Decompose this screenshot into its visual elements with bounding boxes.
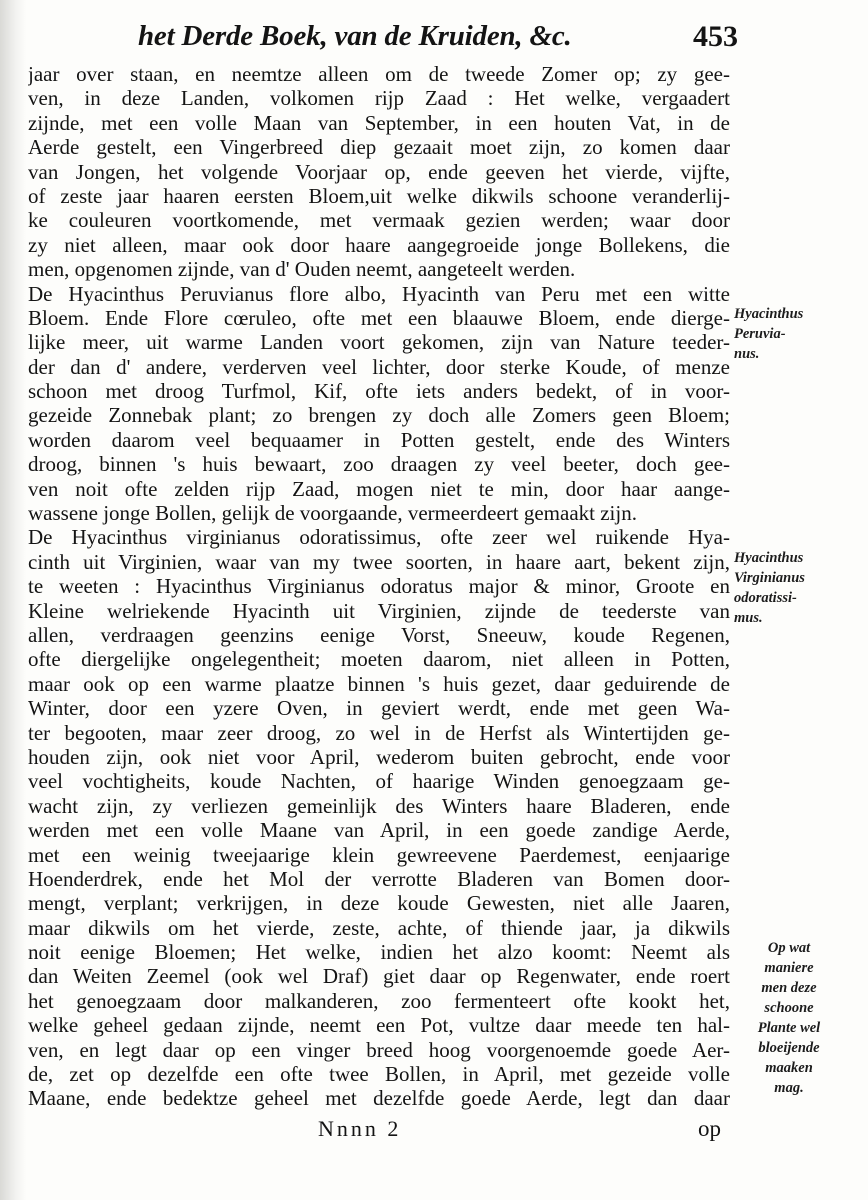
text-line: met een weinig tweejaarige klein gewreevene Paerdemest, eenjaarige	[28, 842, 730, 867]
text-line: der dan d' andere, verderven veel lichter, door sterke Koude, of menze	[28, 354, 730, 379]
text-line: Bloem. Ende Flore cœruleo, ofte met een blaauwe Bloem, ende dierge-	[28, 305, 730, 330]
text-line: wassene jonge Bollen, gelijk de voorgaande, vermeerdeert gemaakt zijn.	[28, 501, 637, 526]
body-text	[28, 62, 730, 1111]
text-line: van Jongen, het volgende Voorjaar op, ende geeven het vierde, vijfte,	[28, 159, 730, 184]
marginal-note-bloeijende	[734, 938, 844, 1098]
marginal-note-line: schoone	[764, 1000, 814, 1016]
text-line: houden zijn, ook niet voor April, wederom buiten gebrocht, ende voor	[28, 744, 730, 769]
text-line: of zeste jaar haaren eersten Bloem,uit welke dikwils schoone veranderlij-	[28, 183, 730, 208]
text-line: cinth uit Virginien, waar van my twee soorten, in haare aart, bekent zijn,	[28, 549, 730, 574]
text-line: schoon met droog Turfmol, Kif, ofte iets anders bedekt, of in voor-	[28, 379, 730, 404]
page-number: 453	[693, 20, 738, 53]
marginal-note-line: Plante wel	[757, 1020, 821, 1036]
text-line: jaar over staan, en neemtze alleen om de tweede Zomer op; zy gee-	[28, 62, 730, 86]
text-line: lijke meer, uit warme Landen voort gekomen, zijn van Nature teeder-	[28, 330, 730, 355]
text-line: te weeten : Hyacinthus Virginianus odoratus major & minor, Groote en	[28, 574, 730, 599]
text-line: zy niet alleen, maar ook door haare aangegroeide jonge Bollekens, die	[28, 232, 730, 257]
text-line: ven noit ofte zelden rijp Zaad, mogen niet te min, door haar aange-	[28, 476, 730, 501]
text-line: zijnde, met een volle Maan van September, in een houten Vat, in de	[28, 110, 730, 135]
text-line: De Hyacinthus virginianus odoratissimus, ofte zeer wel ruikende Hya-	[28, 525, 730, 550]
marginal-note-line: men deze	[761, 980, 817, 996]
text-line: maar ook op een warme plaatze binnen 's huis gezet, daar geduirende de	[28, 671, 730, 696]
page-header	[138, 14, 738, 60]
marginal-note-line: maniere	[764, 960, 814, 976]
text-line: ke couleuren voortkomende, met vermaak gezien werden; waar door	[28, 208, 730, 233]
running-head: het Derde Boek, van de Kruiden, &c.	[138, 20, 572, 52]
text-line: noit eenige Bloemen; Het welke, indien het alzo koomt: Neemt als	[28, 940, 730, 965]
text-line: gezeide Zonnebak plant; zo brengen zy doch alle Zomers geen Bloem;	[28, 403, 730, 428]
text-line: worden daarom veel bequaamer in Potten gestelt, ende des Winters	[28, 427, 730, 452]
text-line: Winter, door een yzere Oven, in geviert werdt, ende met geen Wa-	[28, 696, 730, 721]
marginal-note-line: Hyacinthus	[734, 550, 804, 566]
marginal-note-line: mag.	[774, 1080, 804, 1096]
text-line: allen, verdraagen geenzins eenige Vorst, Sneeuw, koude Regenen,	[28, 622, 730, 647]
text-line: werden met een volle Maane van April, in een goede zandige Aerde,	[28, 818, 730, 843]
marginal-note-line: bloeijende	[758, 1040, 820, 1056]
marginal-note-line: Op wat	[767, 940, 811, 956]
text-line: Maane, ende bedektze geheel met dezelfde goede Aerde, legt dan daar	[28, 1086, 730, 1111]
text-line: het genoegzaam door malkanderen, zoo fermenteert ofte kookt het,	[28, 988, 730, 1013]
marginal-note-line: Virginianus	[734, 570, 805, 586]
marginal-note-line: Peruvia-	[734, 326, 786, 342]
text-line: ofte diergelijke ongelegentheit; moeten daarom, niet alleen in Potten,	[28, 647, 730, 672]
text-line: dan Weiten Zeemel (ook wel Draf) giet daar op Regenwater, ende roert	[28, 964, 730, 989]
text-line: wacht zijn, zy verliezen gemeinlijk des Winters haare Bladeren, ende	[28, 793, 730, 818]
marginal-note-line: maaken	[765, 1060, 813, 1076]
text-line: Aerde gestelt, een Vingerbreed diep gezaait moet zijn, zo komen daar	[28, 135, 730, 160]
marginal-note-peruvianus	[734, 304, 803, 364]
marginal-note-line: odoratissi-	[734, 590, 797, 606]
text-line: veel vochtigheits, koude Nachten, of haarige Winden genoegzaam ge-	[28, 769, 730, 794]
text-line: mengt, verplant; verkrijgen, in deze koude Gewesten, niet alle Jaaren,	[28, 891, 730, 916]
signature-mark: Nnnn 2	[318, 1116, 402, 1141]
marginal-note-line: mus.	[734, 610, 763, 626]
catchword: op	[698, 1116, 721, 1141]
text-line: ven, en legt daar op een vinger breed hoog voorgenoemde goede Aer-	[28, 1037, 730, 1062]
text-line: ter begooten, maar zeer droog, zo wel in de Herfst als Wintertijden ge-	[28, 720, 730, 745]
marginal-note-line: nus.	[734, 346, 760, 362]
text-line: Hoenderdrek, ende het Mol der verrotte Bladeren van Bomen door-	[28, 866, 730, 891]
text-line: welke geheel gedaan zijnde, neemt een Pot, vultze daar meede ten hal-	[28, 1013, 730, 1038]
text-line: maar dikwils om het vierde, zeste, achte, of thiende jaar, ja dikwils	[28, 915, 730, 940]
text-line: droog, binnen 's huis bewaart, zoo draagen zy veel beeter, doch gee-	[28, 452, 730, 477]
text-line: Kleine welriekende Hyacinth uit Virginien, zijnde de teederste van	[28, 598, 730, 623]
text-line: de, zet op dezelfde een ofte twee Bollen, in April, met gezeide volle	[28, 1062, 730, 1087]
text-line: ven, in deze Landen, volkomen rijp Zaad : Het welke, vergaadert	[28, 86, 730, 111]
text-line: men, opgenomen zijnde, van d' Ouden neemt, aangeteelt werden.	[28, 257, 576, 282]
text-line: De Hyacinthus Peruvianus flore albo, Hyacinth van Peru met een witte	[28, 281, 730, 306]
marginal-note-line: Hyacinthus	[734, 306, 804, 322]
marginal-note-virginianus	[734, 548, 805, 628]
